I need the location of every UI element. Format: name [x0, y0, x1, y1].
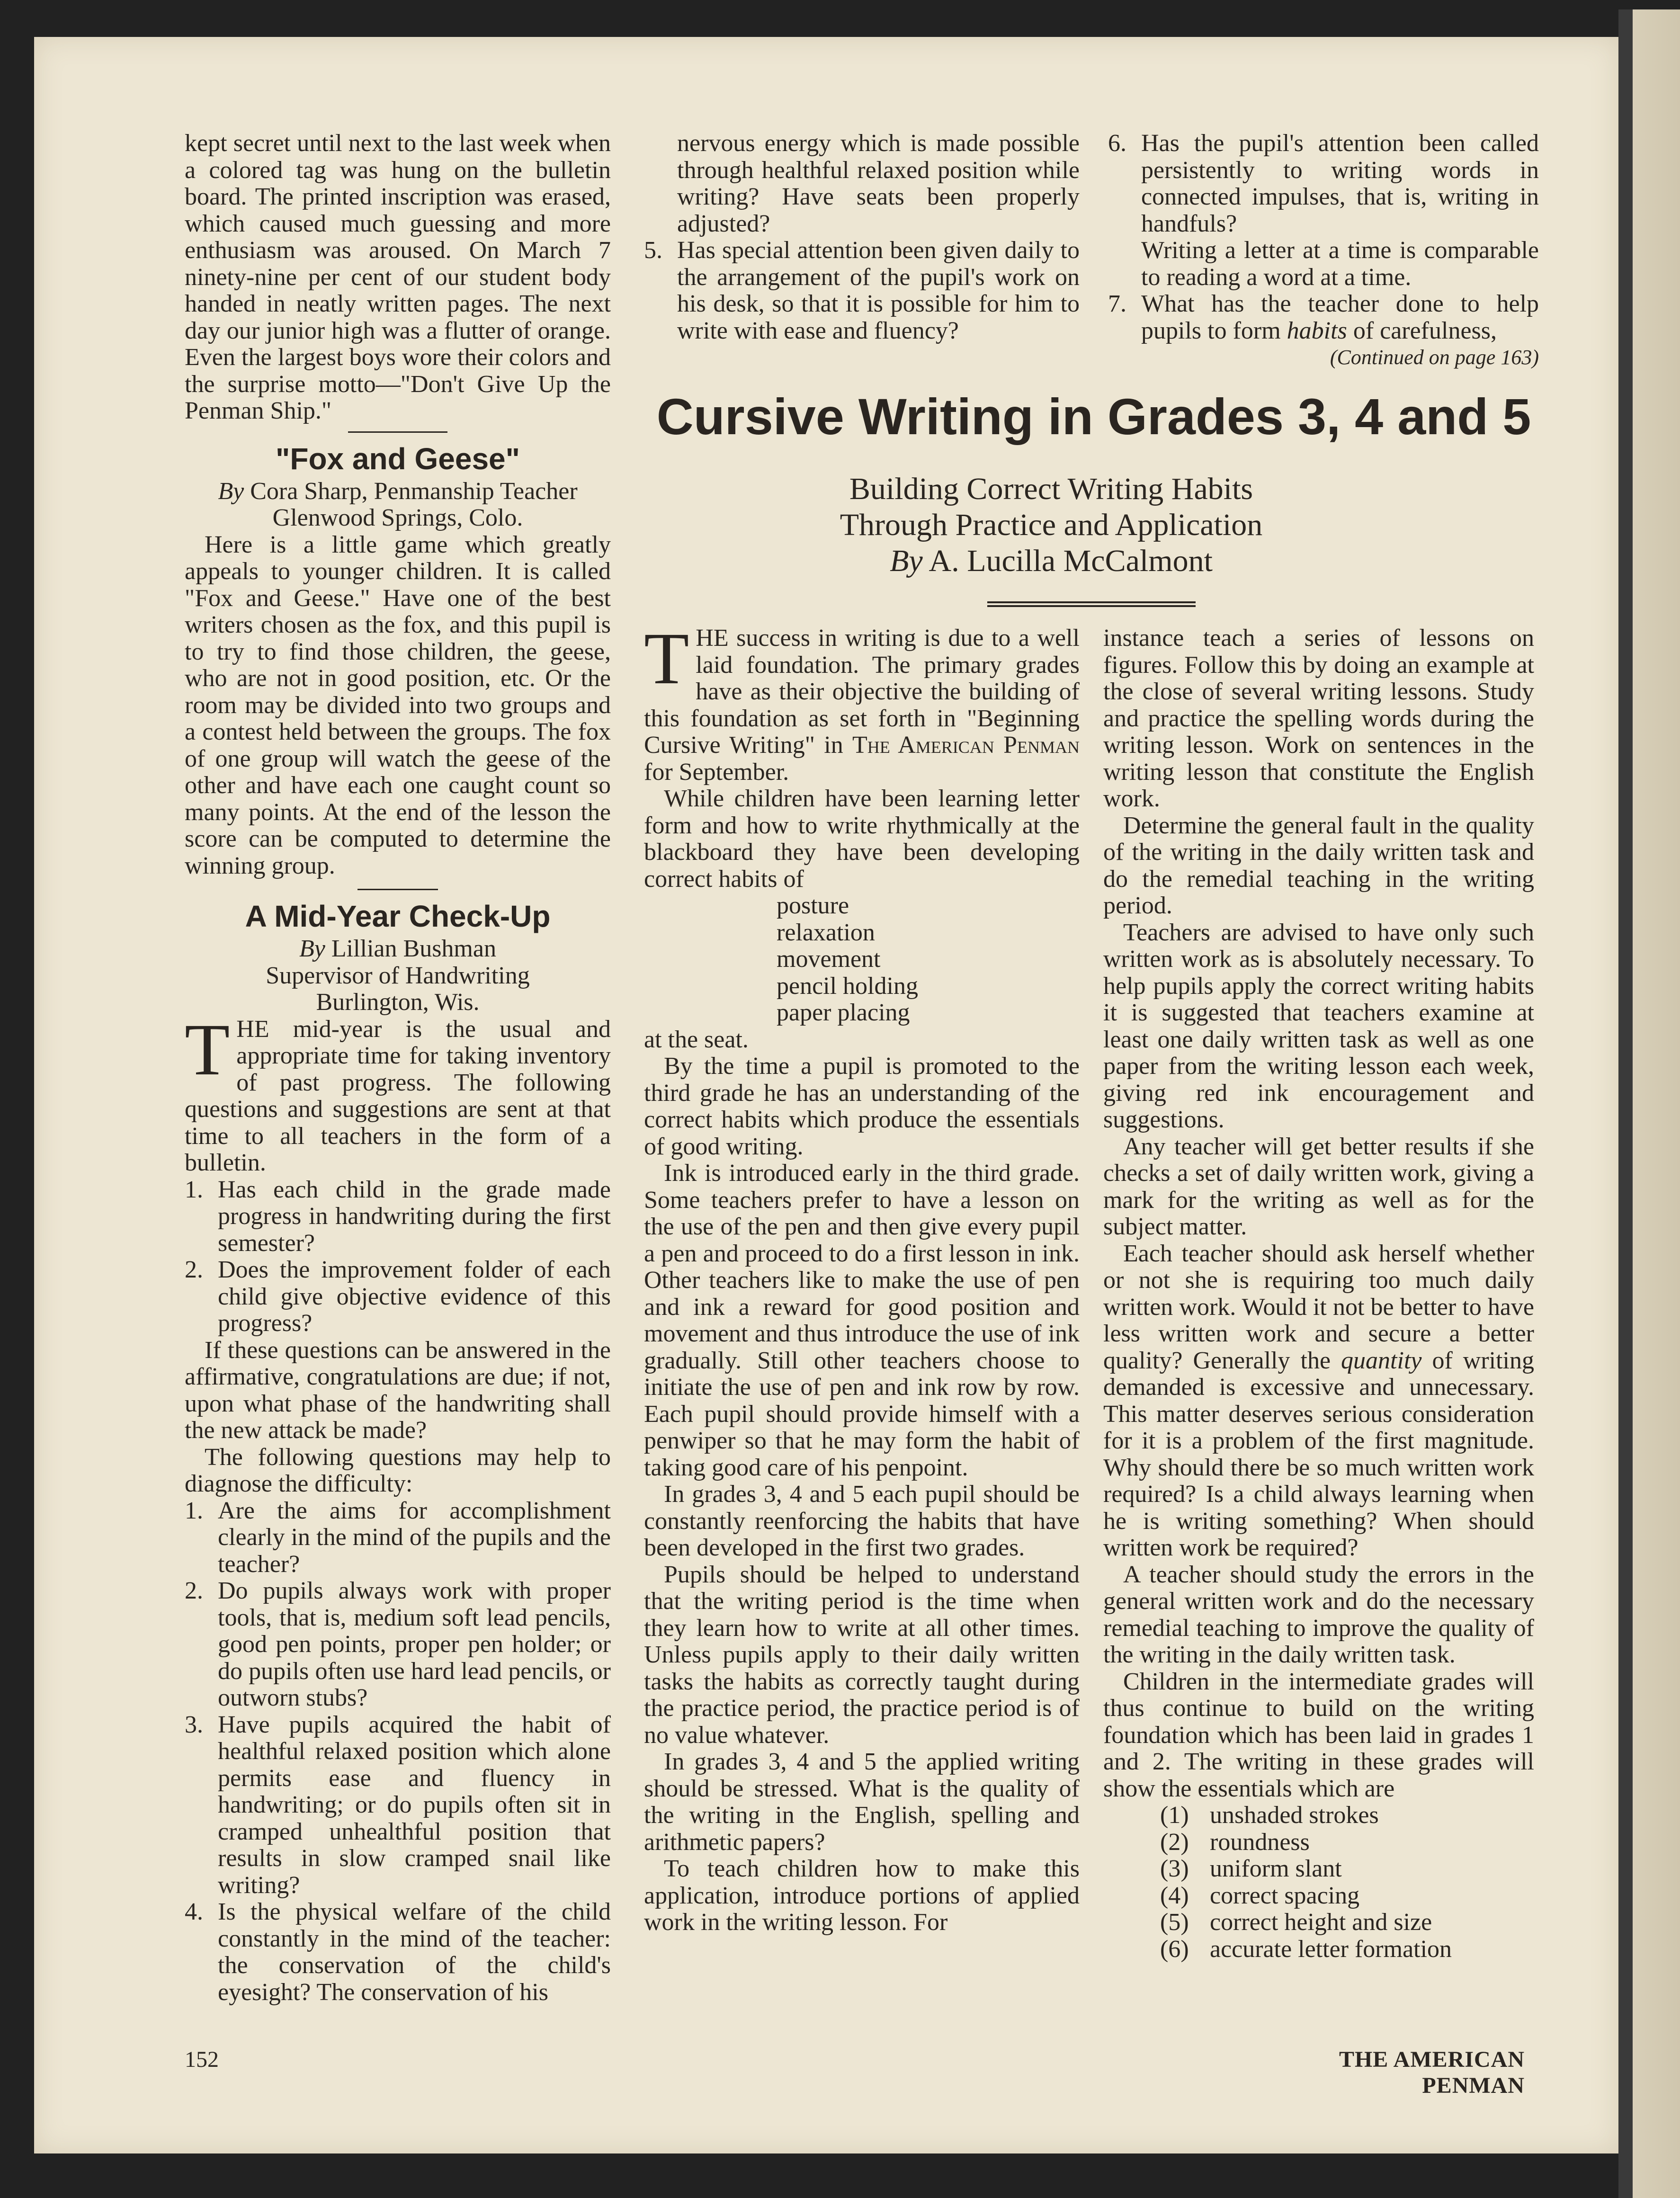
by-word: By — [218, 477, 244, 505]
list-item: 1. Has each child in the grade made progress in handwriting during the first semester? — [185, 1176, 611, 1257]
role: Supervisor of Handwriting — [266, 962, 530, 989]
paragraph: Here is a little game which greatly appeals to younger children. It is called "Fox and Geese." Have one of the best writers chosen as the fox, and this pupil is to try to find those children, the geese, who are not in good position, etc. Or the room may be divided into two groups and a contest held between the groups. The fox of one group will watch the geese of the other and have each one caught count so many points. At the end of the lesson the score can be computed to determine the winning group. — [185, 531, 611, 879]
paragraph: Writing a letter at a time is comparable to reading a word at a time. — [1141, 237, 1539, 291]
list-item: (5) correct height and size — [1160, 1909, 1432, 1936]
list-item: (3) uniform slant — [1160, 1855, 1342, 1882]
list-item: 1. Are the aims for accomplishment clearly in the mind of the pupils and the teacher? — [185, 1497, 611, 1578]
byline: Cora Sharp, Penmanship Teacher — [250, 477, 578, 505]
divider — [357, 889, 438, 890]
paragraph: Any teacher will get better results if she checks a set of daily written work, giving a mark for the writing as well as for the subject matter. — [1103, 1133, 1534, 1240]
list-item: movement — [777, 946, 881, 973]
paragraph: instance teach a series of lessons on figures. Follow this by doing an example at the close of several writing lessons. Study and practice the spelling words during the writing lesson. Work on sentences in the writing lesson that constitute the English work. — [1103, 625, 1534, 812]
paragraph: The following questions may help to diagnose the difficulty: — [185, 1443, 611, 1497]
paragraph: By the time a pupil is promoted to the third grade he has an understanding of the correct habits which produce the essentials of good writing. — [644, 1053, 1080, 1160]
paragraph: In grades 3, 4 and 5 each pupil should be constantly reenforcing the habits that have been developed in the first two grades. — [644, 1481, 1080, 1561]
continued-note: (Continued on page 163) — [1330, 346, 1539, 369]
paragraph: While children have been learning letter form and how to write rhythmically at the blackboard they have been developing correct habits of — [644, 785, 1080, 893]
paragraph: Ink is introduced early in the third grade. Some teachers prefer to have a lesson on the use of the pen and then give every pupil a pen and proceed to do a first lesson in ink. Other teachers like to make the use of pen and ink a reward for good position and movement and thus introduce the use of ink gradually. Still other teachers choose to initiate the use of pen and ink row by row. Each pupil should provide himself with a penwiper so that he may form the habit of taking good care of his penpoint. — [644, 1160, 1080, 1481]
paragraph: If these questions can be answered in the affirmative, congratulations are due; if not, upon what phase of the handwriting shall the new attack be made? — [185, 1336, 611, 1444]
divider — [348, 431, 447, 433]
list-item: 6. Has the pupil's attention been called persistently to writing words in connected impulses, that is, writing in handfuls? — [1108, 130, 1539, 237]
paragraph: Teachers are advised to have only such written work as is absolutely necessary. To help pupils apply the correct writing habits it is suggested that teachers examine at least one daily written task as well as one paper from the writing lesson each week, giving red ink encouragement and suggestions. — [1103, 919, 1534, 1133]
habits-list — [644, 893, 1080, 1027]
list-item: paper placing — [777, 999, 910, 1026]
paragraph: Pupils should be helped to understand that the writing period is the time when they learn how to write at all other times. Unless pupils apply to their daily written tasks the habits as correctly taught during the practice period, the practice period is of no value whatever. — [644, 1561, 1080, 1749]
title-double-rule — [987, 601, 1196, 607]
list-item: 2. Do pupils always work with proper tools, that is, medium soft lead pencils, good pen points, proper pen holder; or do pupils often use hard lead pencils, or outworn stubs? — [185, 1577, 611, 1711]
article-subtitle: Building Correct Writing Habits Through Practice and Application By A. Lucilla McCalmont — [840, 472, 1263, 578]
location: Burlington, Wis. — [316, 989, 480, 1016]
paragraph: kept secret until next to the last week when a colored tag was hung on the bulletin board. The printed inscription was erased, which caused much guessing and more enthusiasm was aroused. On March 7 ninety-nine per cent of our student body handed in neatly written pages. The next day our junior high was a flutter of orange. Even the largest boys wore their colors and the surprise motto—"Don't Give Up the Penman Ship." — [185, 130, 611, 424]
location: Glenwood Springs, Colo. — [272, 504, 523, 531]
running-footer: THE AMERICAN PENMAN — [1339, 2047, 1525, 2098]
byline: Lillian Bushman — [331, 935, 496, 962]
list-item: (4) correct spacing — [1160, 1882, 1360, 1909]
article-title: Cursive Writing in Grades 3, 4 and 5 — [656, 388, 1531, 445]
page-number: 152 — [185, 2047, 219, 2072]
paragraph: at the seat. — [644, 1026, 749, 1053]
magazine-name: The American Penman — [852, 732, 1080, 759]
paragraph: In grades 3, 4 and 5 the applied writing should be stressed. What is the quality of the writing in the English, spelling and arithmetic papers? — [644, 1748, 1080, 1856]
list-item: 4. Is the physical welfare of the child constantly in the mind of the teacher: the conservation of the child's eyesight? The conservation of his — [185, 1898, 611, 2006]
fox-geese-title: "Fox and Geese" — [276, 441, 520, 476]
paragraph: nervous energy which is made possible through healthful relaxed position while writing? Have seats been properly adjusted? — [677, 130, 1080, 237]
paragraph: To teach children how to make this application, introduce portions of applied work in the writing lesson. For — [644, 1855, 1080, 1936]
adjacent-page-edge — [1618, 9, 1680, 2198]
by-word: By — [299, 935, 325, 962]
paragraph: HE mid-year is the usual and appropriate time for taking inventory of past progress. The following questions and suggestions are sent at that time to all teachers in the form of a bulletin. — [185, 1015, 611, 1176]
author: A. Lucilla McCalmont — [929, 544, 1213, 578]
article-column-middle: THE success in writing is due to a well laid foundation. The primary grades have as their objective the building of this foundation as set forth in "Beginning Cursive Writing" in The American Penman for September. While children have been learning letter form and how to write rhythmically at the blackboard they have been developing correct habits of posture relaxation movement pencil holding paper placing at the seat. By the time a pupil is promoted to the third grade he has an understanding of the correct habits which produce the essentials of good writing. Ink is introduced early in the third grade. Some teachers prefer to have a lesson on the use of the pen and then give every pupil a pen and proceed to do a first lesson in ink. Other teachers like to make the use of pen and ink a reward for good position and movement and thus introduce the use of ink gradually. Still other teachers choose to initiate the use of pen and ink row by row. Each pupil should provide himself with a penwiper so that he may form the habit of taking good care of his penpoint. In grades 3, 4 and 5 each pupil should be constantly reenforcing the habits that have been developed in the first two grades. Pupils should be helped to understand that the writing period is the time when they learn how to write at all other times. Unless pupils apply to their daily written tasks the habits as correctly taught during the practice period, the practice period is of no value whatever. In grades 3, 4 and 5 the applied writing should be stressed. What is the quality of the writing in the English, spelling and arithmetic papers? To teach children how to make this application, introduce portions of applied work in the writing lesson. For — [644, 617, 1080, 1936]
list-item: relaxation — [777, 919, 875, 946]
by-word: By — [890, 544, 923, 578]
list-item: pencil holding — [777, 972, 918, 1000]
list-item: 7. What has the teacher done to help pupils to form habits of carefulness, — [1108, 290, 1539, 344]
column-right-top — [1108, 130, 1539, 371]
paragraph: Children in the intermediate grades will thus continue to build on the writing foundation which has been laid in grades 1 and 2. The writing in these grades will show the essentials which are — [1103, 1668, 1534, 1802]
column-middle-top — [644, 130, 1080, 344]
list-item: (1) unshaded strokes — [1160, 1802, 1379, 1829]
list-item: 3. Have pupils acquired the habit of healthful relaxed position which alone permits ease and fluency in handwriting; or do pupils often sit in cramped unhealthful position that results in slow cramped snail like writing? — [185, 1711, 611, 1899]
drop-cap: T — [185, 1008, 230, 1090]
paragraph: A teacher should study the errors in the general written work and do the necessary remedial teaching to improve the quality of the writing in the daily written task. — [1103, 1561, 1534, 1668]
list-item: (6) accurate letter formation — [1160, 1935, 1452, 1963]
list-item: 5. Has special attention been given daily to the arrangement of the pupil's work on his desk, so that it is possible for him to write with ease and fluency? — [644, 237, 1080, 344]
list-item: (2) roundness — [1160, 1828, 1310, 1856]
article-column-right: instance teach a series of lessons on figures. Follow this by doing an example at the close of several writing lessons. Study and practice the spelling words during the writing lesson. Work on sentences in the writing lesson that constitute the English work. Determine the general fault in the quality of the writing in the daily written task and do the remedial teaching in the writing period. Teachers are advised to have only such written work as is absolutely necessary. To help pupils apply the correct writing habits it is suggested that teachers examine at least one daily written task as well as one paper from the writing lesson each week, giving red ink encouragement and suggestions. Any teacher will get better results if she checks a set of daily written work, giving a mark for the writing as well as for the subject matter. Each teacher should ask herself whether or not she is requiring too much daily written work. Would it not be better to have less written work and secure a better quality? Generally the quantity of writing demanded is excessive and unnecessary. This matter deserves serious consideration for it is a problem of the first magnitude. Why should there be so much written work required? Is a child always learning when he is writing something? When should written work be required? A teacher should study the errors in the general written work and do the necessary remedial teaching to improve the quality of the writing in the daily written task. Children in the intermediate grades will thus continue to build on the writing foundation which has been laid in grades 1 and 2. The writing in these grades will show the essentials which are (1) unshaded strokes (2) roundness (3) uniform slant (4) correct spacing (5) correct height and size (6) accurate letter formation — [1103, 625, 1534, 1963]
check-up-title: A Mid-Year Check-Up — [245, 899, 551, 933]
drop-cap: T — [644, 617, 689, 699]
column-left — [185, 130, 611, 2006]
list-item: 2. Does the improvement folder of each child give objective evidence of this progress? — [185, 1256, 611, 1337]
paragraph: Determine the general fault in the quality of the writing in the daily written task and do the remedial teaching in the writing period. — [1103, 812, 1534, 919]
list-item: posture — [777, 892, 849, 919]
essentials-list — [1103, 1802, 1534, 1963]
